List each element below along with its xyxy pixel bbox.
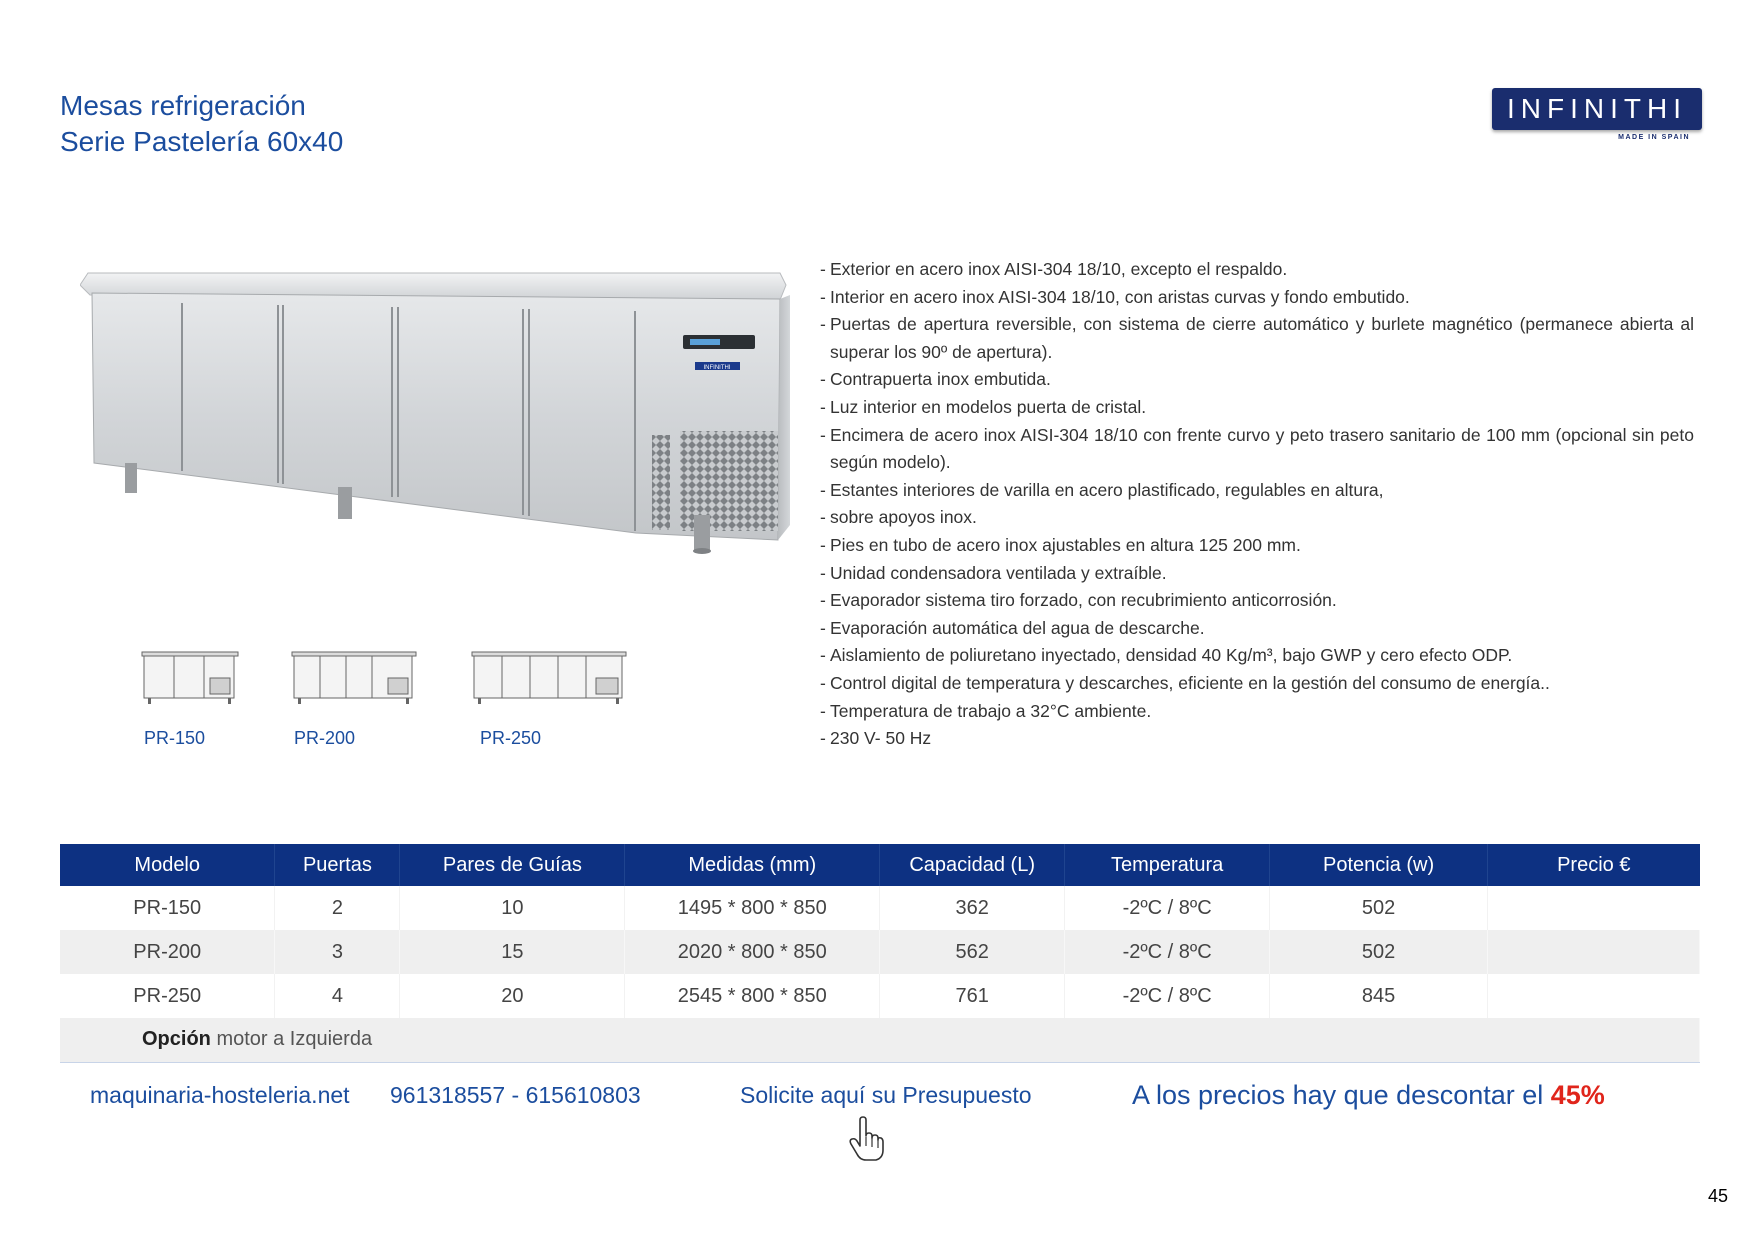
column-header: Modelo xyxy=(60,844,275,886)
feature-item: - Aislamiento de poliuretano inyectado, densidad 40 Kg/m³, bajo GWP y cero efecto ODP. xyxy=(820,645,1513,666)
feature-item: - Encimera de acero inox AISI-304 18/10 con frente curvo y peto trasero sanitario de 100 mm (opcional sin peto según modelo). xyxy=(820,424,1694,473)
table-row xyxy=(60,886,1700,930)
column-header: Precio € xyxy=(1557,853,1631,876)
quote-request-link[interactable]: Solicite aquí su Presupuesto xyxy=(740,1082,1032,1108)
website-link[interactable]: maquinaria-hosteleria.net xyxy=(90,1082,350,1108)
table-cell: 4 xyxy=(275,974,400,1018)
option-text: motor a Izquierda xyxy=(210,1028,373,1051)
table-cell: -2ºC / 8ºC xyxy=(1065,886,1270,930)
feature-item: - Evaporación automática del agua de descarche. xyxy=(820,617,1205,638)
table-cell: 2545 * 800 * 850 xyxy=(625,974,880,1018)
discount-notice xyxy=(1132,1080,1605,1111)
table-cell: -2ºC / 8ºC xyxy=(1065,974,1270,1018)
discount-text: A los precios hay que descontar el xyxy=(1132,1080,1551,1110)
table-cell: 502 xyxy=(1270,886,1488,930)
page-number: 45 xyxy=(1707,1186,1728,1206)
table-cell: 1495 * 800 * 850 xyxy=(625,886,880,930)
title-line-1: Mesas refrigeración xyxy=(60,90,306,121)
table-row xyxy=(60,974,1700,1018)
hand-pointer-icon[interactable] xyxy=(848,1116,884,1162)
table-cell: PR-250 xyxy=(60,974,275,1018)
table-cell xyxy=(1488,974,1700,1018)
table-cell: 2020 * 800 * 850 xyxy=(625,930,880,974)
table-cell: 20 xyxy=(400,974,625,1018)
table-cell xyxy=(1488,930,1700,974)
logo-tagline: MADE IN SPAIN xyxy=(1618,134,1690,141)
feature-item: - Luz interior en modelos puerta de cristal. xyxy=(820,396,1147,417)
feature-item: - Temperatura de trabajo a 32°C ambiente. xyxy=(820,700,1152,721)
table-cell: PR-200 xyxy=(60,930,275,974)
feature-item: - sobre apoyos inox. xyxy=(820,507,977,528)
table-cell xyxy=(1488,886,1700,930)
discount-percentage: 45% xyxy=(1550,1080,1605,1110)
brand-logo xyxy=(1492,88,1702,146)
product-image xyxy=(80,265,790,595)
title-line-2: Serie Pastelería 60x40 xyxy=(60,126,344,157)
table-cell: 2 xyxy=(275,886,400,930)
feature-item: - Pies en tubo de acero inox ajustables en altura 125 200 mm. xyxy=(820,534,1301,555)
page-title xyxy=(60,88,343,160)
table-cell: 362 xyxy=(880,886,1065,930)
feature-item: - Unidad condensadora ventilada y extraíble. xyxy=(820,562,1167,583)
table-cell: -2ºC / 8ºC xyxy=(1065,930,1270,974)
table-cell: 15 xyxy=(400,930,625,974)
feature-item: - Puertas de apertura reversible, con sistema de cierre automático y burlete magnético (permanece abierta al superar los 90º de apertura). xyxy=(820,314,1694,362)
table-cell: 845 xyxy=(1270,974,1488,1018)
table-cell: 502 xyxy=(1270,930,1488,974)
model-thumb-pr150 xyxy=(140,648,240,708)
logo-wordmark: INFINITHI xyxy=(1492,88,1702,130)
table-row xyxy=(60,930,1700,974)
option-row xyxy=(60,1018,1700,1062)
model-thumb-pr200 xyxy=(290,648,418,708)
model-label-pr250: PR-250 xyxy=(480,728,542,748)
model-thumb-pr250 xyxy=(470,648,628,708)
feature-item: - Estantes interiores de varilla en acero plastificado, regulables en altura, xyxy=(820,479,1384,500)
panel-brand-text: INFINITHI xyxy=(703,365,731,371)
table-header-row xyxy=(60,844,1700,886)
column-header: Potencia (w) xyxy=(1270,844,1488,886)
model-label-pr200: PR-200 xyxy=(294,728,356,748)
column-header: Puertas xyxy=(275,844,400,886)
feature-item: - Exterior en acero inox AISI-304 18/10, excepto el respaldo. xyxy=(820,259,1288,279)
table-cell: PR-150 xyxy=(60,886,275,930)
feature-item: - Interior en acero inox AISI-304 18/10, con aristas curvas y fondo embutido. xyxy=(820,286,1410,307)
feature-item: - 230 V- 50 Hz xyxy=(820,728,932,749)
option-label: Opción xyxy=(142,1028,211,1051)
column-header: Pares de Guías xyxy=(400,844,625,886)
table-cell: 10 xyxy=(400,886,625,930)
features-list xyxy=(820,256,1694,753)
column-header: Capacidad (L) xyxy=(880,844,1065,886)
table-cell: 562 xyxy=(880,930,1065,974)
model-label-pr150: PR-150 xyxy=(144,728,206,748)
table-cell: 3 xyxy=(275,930,400,974)
specs-table xyxy=(60,844,1700,1063)
column-header: Medidas (mm) xyxy=(625,844,880,886)
table-cell: 761 xyxy=(880,974,1065,1018)
phone-numbers: 961318557 - 615610803 xyxy=(390,1082,641,1108)
column-header: Temperatura xyxy=(1065,844,1270,886)
feature-item: - Contrapuerta inox embutida. xyxy=(820,369,1051,390)
feature-item: - Control digital de temperatura y descarches, eficiente en la gestión del consumo de energía.. xyxy=(820,672,1550,693)
feature-item: - Evaporador sistema tiro forzado, con recubrimiento anticorrosión. xyxy=(820,590,1337,611)
